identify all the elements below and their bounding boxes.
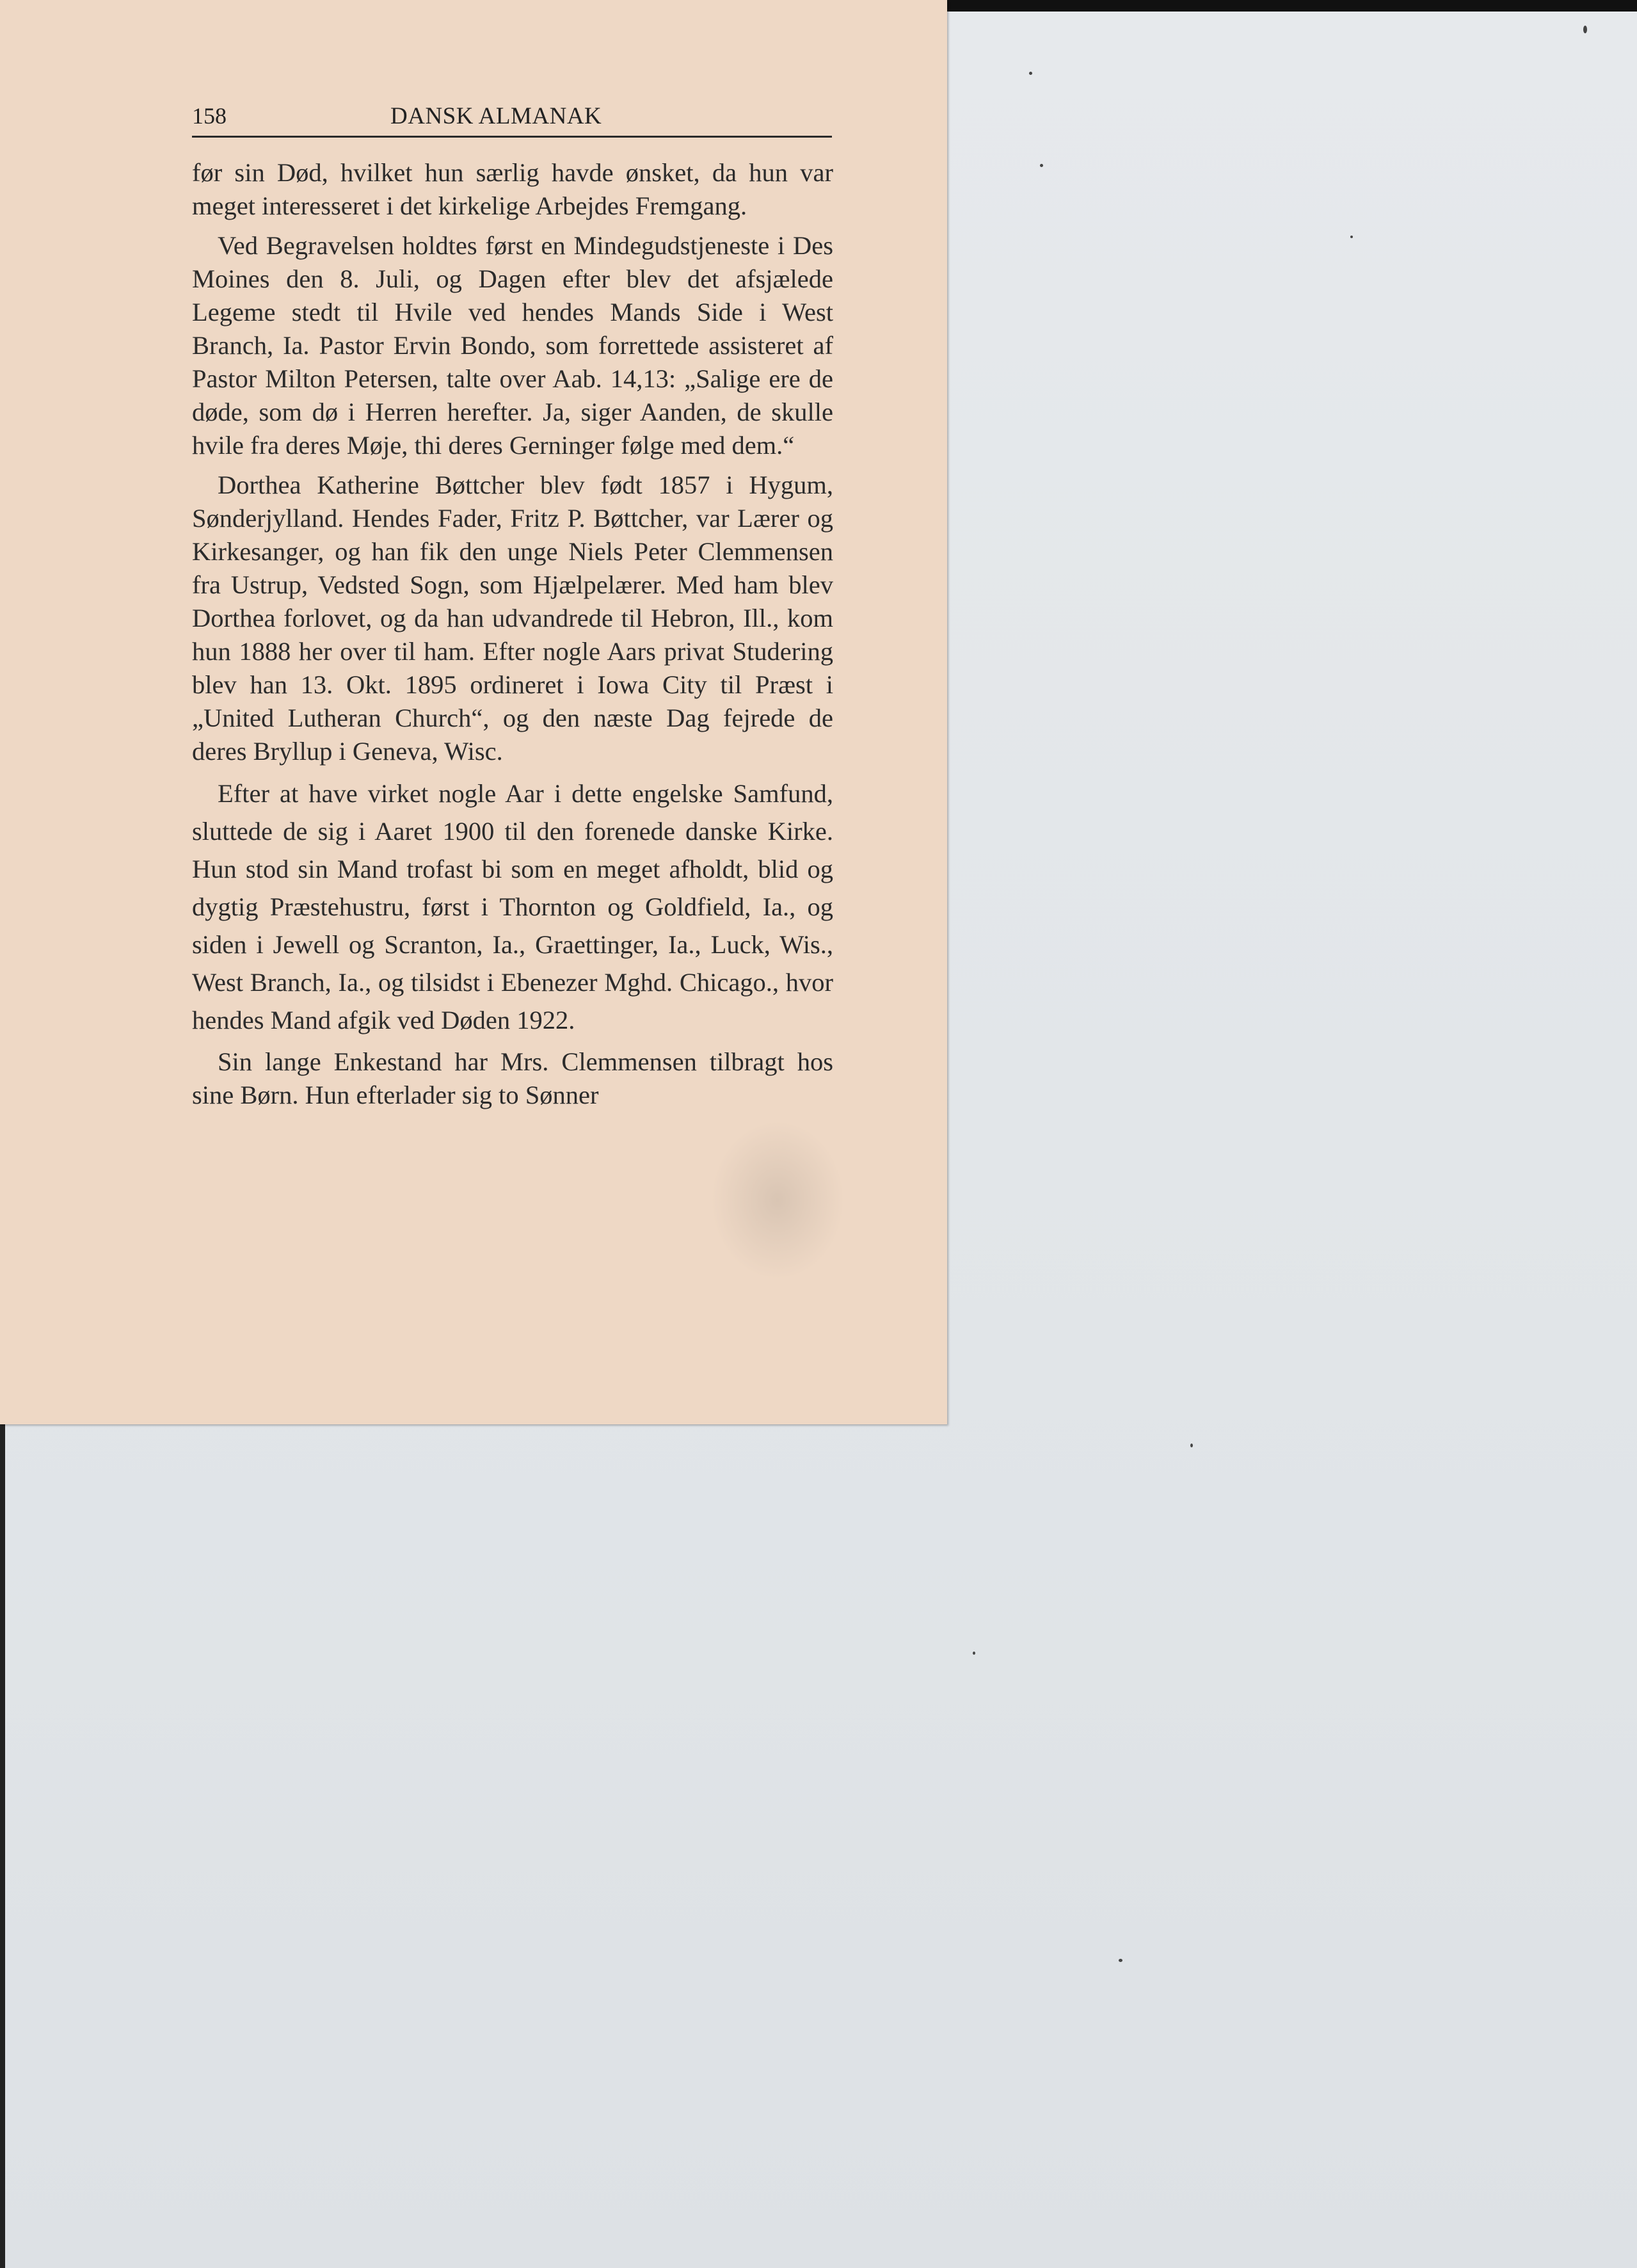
dust-speck xyxy=(973,1652,975,1655)
dust-speck xyxy=(1119,1959,1122,1962)
dust-speck xyxy=(1350,236,1353,238)
paragraph: før sin Død, hvilket hun særlig havde ønsket, da hun var meget interesseret i det kirkelige Arbejdes Fremgang. xyxy=(192,158,833,220)
paragraph: Ved Begravelsen holdtes først en Mindegudstjeneste i Des Moines den 8. Juli, og Dagen efter blev det afsjælede Legeme stedt til Hvile ved hendes Mands Side i West Branch, Ia. Pastor Ervin Bondo, som forrettede assisteret af Pastor Milton Petersen, talte over Aab. 14,13: „Salige ere de døde, som dø i Herren herefter. Ja, siger Aanden, de skulle hvile fra deres Møje, thi deres Gerninger følge med dem.“ xyxy=(192,231,833,460)
scanner-edge-left xyxy=(0,1424,5,2268)
book-page xyxy=(0,0,947,1424)
dust-speck xyxy=(1190,1444,1193,1447)
scanner-edge-top xyxy=(947,0,1637,12)
dust-speck xyxy=(1029,72,1032,75)
ink-smudge xyxy=(710,1120,845,1280)
dust-speck xyxy=(1040,164,1043,167)
page-header xyxy=(192,102,832,138)
paragraph: Dorthea Katherine Bøttcher blev født 1857 i Hygum, Sønderjylland. Hendes Fader, Fritz P. Bøttcher, var Lærer og Kirkesanger, og han fik den unge Niels Peter Clemmensen fra Ustrup, Vedsted Sogn, som Hjælpelærer. Med ham blev Dorthea forlovet, og da han udvandrede til Hebron, Ill., kom hun 1888 her over til ham. Efter nogle Aars privat Studering blev han 13. Okt. 1895 ordineret i Iowa City til Præst i „United Lutheran Church“, og den næste Dag fejrede de deres Bryllup i Geneva, Wisc. xyxy=(192,470,833,766)
paragraph: Efter at have virket nogle Aar i dette engelske Samfund, sluttede de sig i Aaret 1900 til den forenede danske Kirke. Hun stod sin Mand trofast bi som en meget afholdt, blid og dygtig Præstehustru, først i Thornton og Goldfield, Ia., og siden i Jewell og Scranton, Ia., Graettinger, Ia., Luck, Wis., West Branch, Ia., og tilsidst i Ebenezer Mghd. Chicago., hvor hendes Mand afgik ved Døden 1922. xyxy=(192,779,833,1034)
running-title: DANSK ALMANAK xyxy=(390,103,602,129)
body-text xyxy=(192,156,833,1118)
paragraph: Sin lange Enkestand har Mrs. Clemmensen tilbragt hos sine Børn. Hun efterlader sig to Sønner xyxy=(192,1047,833,1109)
dust-speck xyxy=(1583,26,1587,33)
page-number: 158 xyxy=(192,103,227,129)
